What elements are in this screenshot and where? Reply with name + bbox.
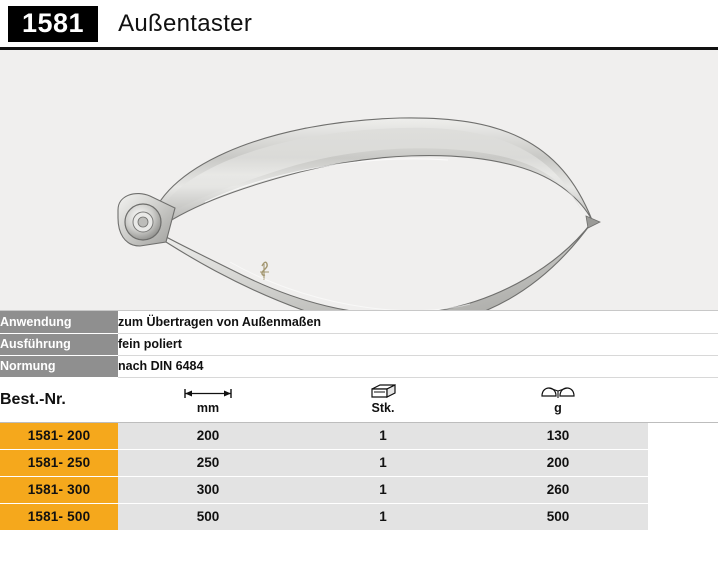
- column-header-order-no: Best.-Nr.: [0, 378, 118, 423]
- page-header: [0, 0, 718, 50]
- cell-order-no[interactable]: 1581- 500: [0, 503, 118, 530]
- column-header-quantity: [298, 378, 468, 423]
- product-image: [0, 50, 718, 311]
- column-header-spacer: [648, 378, 718, 423]
- table-row[interactable]: [0, 503, 718, 530]
- info-label: Anwendung: [0, 311, 118, 333]
- cell-spacer: [648, 422, 718, 449]
- table-row[interactable]: [0, 422, 718, 449]
- info-label: Ausführung: [0, 333, 118, 355]
- cell-spacer: [648, 476, 718, 503]
- cell-length-mm: 300: [118, 476, 298, 503]
- info-label: Normung: [0, 355, 118, 377]
- outside-caliper-illustration: [0, 50, 718, 310]
- page-title: Außentaster: [118, 9, 253, 37]
- cell-order-no[interactable]: 1581- 200: [0, 422, 118, 449]
- cell-quantity: 1: [298, 449, 468, 476]
- box-package-icon: [368, 383, 398, 400]
- cell-quantity: 1: [298, 476, 468, 503]
- column-header-weight: [468, 378, 648, 423]
- cell-weight-g: 200: [468, 449, 648, 476]
- cell-length-mm: 500: [118, 503, 298, 530]
- cell-quantity: 1: [298, 503, 468, 530]
- cell-order-no[interactable]: 1581- 250: [0, 449, 118, 476]
- info-row: [0, 333, 718, 355]
- cell-spacer: [648, 449, 718, 476]
- column-unit-mm: mm: [196, 401, 220, 416]
- order-table: [0, 378, 718, 531]
- info-value: nach DIN 6484: [118, 355, 718, 377]
- column-unit-stk: Stk.: [371, 401, 395, 416]
- cell-weight-g: 130: [468, 422, 648, 449]
- table-row[interactable]: [0, 476, 718, 503]
- table-row[interactable]: [0, 449, 718, 476]
- cell-length-mm: 250: [118, 449, 298, 476]
- width-arrow-icon: [181, 383, 235, 400]
- scale-weight-icon: [539, 383, 577, 400]
- table-header-row: [0, 378, 718, 423]
- column-header-length: [118, 378, 298, 423]
- cell-weight-g: 500: [468, 503, 648, 530]
- cell-order-no[interactable]: 1581- 300: [0, 476, 118, 503]
- cell-weight-g: 260: [468, 476, 648, 503]
- column-unit-g: g: [554, 401, 562, 416]
- product-number-badge: 1581: [8, 6, 98, 42]
- info-value: zum Übertragen von Außenmaßen: [118, 311, 718, 333]
- cell-quantity: 1: [298, 422, 468, 449]
- info-value: fein poliert: [118, 333, 718, 355]
- info-row: [0, 311, 718, 333]
- info-row: [0, 355, 718, 377]
- cell-spacer: [648, 503, 718, 530]
- cell-length-mm: 200: [118, 422, 298, 449]
- info-table: [0, 311, 718, 378]
